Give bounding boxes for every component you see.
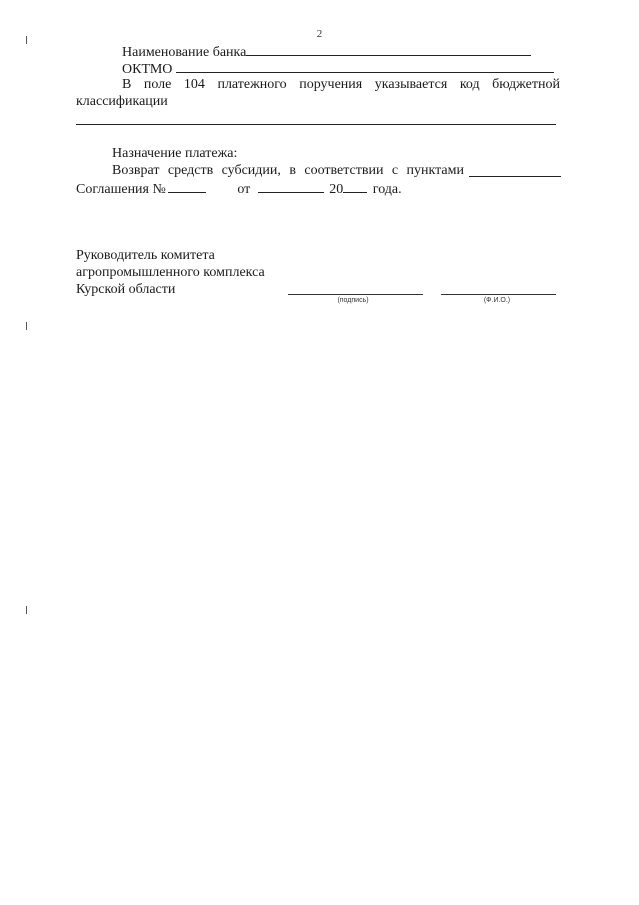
field104-line — [122, 76, 560, 93]
classification-blank — [76, 124, 556, 125]
full-name-blank — [441, 294, 556, 295]
purpose-word: субсидии, — [221, 163, 281, 178]
field104-word: указывается — [374, 77, 448, 92]
date-from-label: от — [237, 182, 251, 197]
bank-name-blank — [246, 42, 531, 56]
field104-word: бюджетной — [492, 77, 560, 92]
purpose-heading: Назначение платежа: — [112, 146, 238, 161]
page-number: 2 — [316, 28, 323, 40]
purpose-word: в — [289, 163, 296, 178]
signatory-title-3: Курской области — [76, 282, 176, 297]
bank-name-label: Наименование банка — [122, 45, 247, 60]
oktmo-label: ОКТМО — [122, 62, 173, 77]
clauses-blank — [469, 176, 561, 177]
purpose-word: пунктами — [406, 163, 464, 178]
field104-word: поручения — [299, 77, 363, 92]
signature-blank — [288, 294, 423, 295]
purpose-word: с — [391, 163, 399, 178]
field104-word: код — [459, 77, 480, 92]
scan-mark — [26, 606, 27, 614]
purpose-line-1 — [112, 162, 464, 179]
field104-word: поле — [143, 77, 172, 92]
date-blank — [258, 179, 324, 193]
signature-caption: (подпись) — [337, 297, 369, 304]
year-blank — [343, 179, 367, 193]
year-suffix: года. — [372, 182, 402, 197]
full-name-caption: (Ф.И.О.) — [483, 297, 511, 304]
purpose-line-2 — [76, 179, 402, 198]
year-prefix: 20 — [329, 182, 344, 197]
oktmo-blank — [176, 59, 554, 73]
agreement-label: Соглашения № — [76, 182, 166, 197]
purpose-word: Возврат — [112, 163, 160, 178]
field104-continuation: классификации — [76, 94, 168, 109]
scan-mark — [26, 322, 27, 330]
signatory-title-1: Руководитель комитета — [76, 248, 215, 263]
field104-word: В — [122, 77, 132, 92]
field104-word: платежного — [217, 77, 287, 92]
purpose-word: средств — [167, 163, 214, 178]
agreement-number-blank — [168, 179, 206, 193]
field104-word: 104 — [183, 77, 205, 92]
purpose-word: соответствии — [304, 163, 384, 178]
signatory-title-2: агропромышленного комплекса — [76, 265, 265, 280]
